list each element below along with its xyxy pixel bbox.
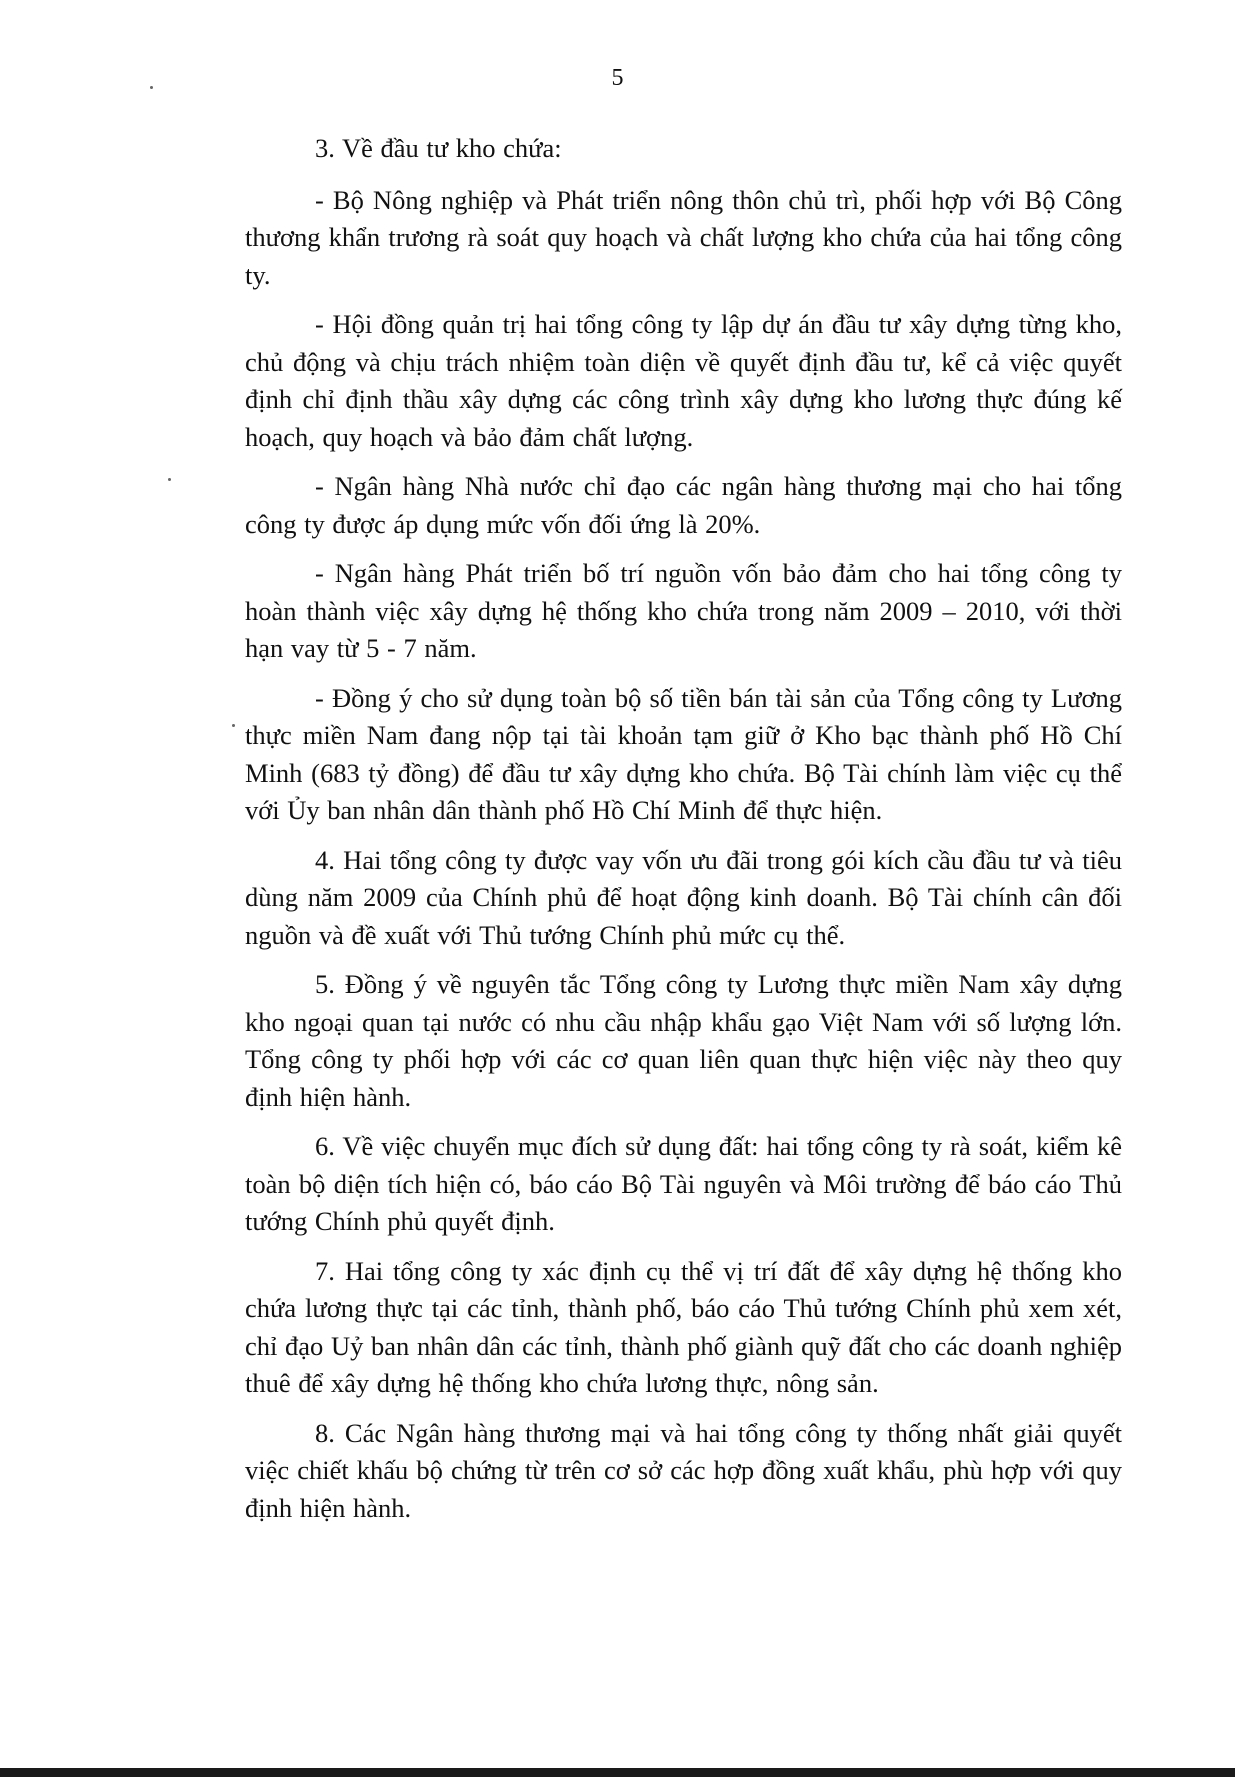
paragraph: 8. Các Ngân hàng thương mại và hai tổng công ty thống nhất giải quyết việc chiết khấu bộ chứng từ trên cơ sở các hợp đồng xuất khẩu, phù hợp với quy định hiện hành. bbox=[245, 1417, 1122, 1523]
scan-speck bbox=[150, 86, 153, 89]
page-number: 5 bbox=[611, 65, 624, 91]
bottom-border bbox=[0, 1768, 1235, 1777]
paragraph: - Bộ Nông nghiệp và Phát triển nông thôn chủ trì, phối hợp với Bộ Công thương khẩn trương rà soát quy hoạch và chất lượng kho chứa của hai tổng công ty. bbox=[245, 184, 1122, 290]
paragraph: - Đồng ý cho sử dụng toàn bộ số tiền bán tài sản của Tổng công ty Lương thực miền Nam đang nộp tại tài khoản tạm giữ ở Kho bạc thành phố Hồ Chí Minh (683 tỷ đồng) để đầu tư xây dựng kho chứa. Bộ Tài chính làm việc cụ thể với Ủy ban nhân dân thành phố Hồ Chí Minh để thực hiện. bbox=[245, 682, 1122, 825]
section-heading-3: 3. Về đầu tư kho chứa: bbox=[315, 133, 562, 163]
paragraph: - Ngân hàng Nhà nước chỉ đạo các ngân hàng thương mại cho hai tổng công ty được áp dụng mức vốn đối ứng là 20%. bbox=[245, 471, 1122, 539]
paragraph: 4. Hai tổng công ty được vay vốn ưu đãi trong gói kích cầu đầu tư và tiêu dùng năm 2009 của Chính phủ để hoạt động kinh doanh. Bộ Tài chính cân đối nguồn và đề xuất với Thủ tướng Chính phủ mức cụ thể. bbox=[245, 844, 1122, 950]
paragraph: - Ngân hàng Phát triển bố trí nguồn vốn bảo đảm cho hai tổng công ty hoàn thành việc xây dựng hệ thống kho chứa trong năm 2009 – 2010, với thời hạn vay từ 5 - 7 năm. bbox=[245, 558, 1122, 663]
scan-speck bbox=[168, 478, 171, 481]
paragraph: 6. Về việc chuyển mục đích sử dụng đất: hai tổng công ty rà soát, kiểm kê toàn bộ diện tích hiện có, báo cáo Bộ Tài nguyên và Môi trường để báo cáo Thủ tướng Chính phủ quyết định. bbox=[245, 1131, 1122, 1236]
scan-speck bbox=[232, 724, 235, 727]
paragraph: - Hội đồng quản trị hai tổng công ty lập dự án đầu tư xây dựng từng kho, chủ động và chịu trách nhiệm toàn diện về quyết định đầu tư, kể cả việc quyết định chỉ định thầu xây dựng các công trình xây dựng kho lương thực đúng kế hoạch, quy hoạch và bảo đảm chất lượng. bbox=[245, 309, 1122, 452]
document-body bbox=[245, 130, 1122, 1539]
paragraph: 7. Hai tổng công ty xác định cụ thể vị trí đất để xây dựng hệ thống kho chứa lương thực tại các tỉnh, thành phố, báo cáo Thủ tướng Chính phủ xem xét, chỉ đạo Uỷ ban nhân dân các tỉnh, thành phố giành quỹ đất cho các doanh nghiệp thuê để xây dựng hệ thống kho chứa lương thực, nông sản. bbox=[245, 1255, 1122, 1398]
paragraph: 5. Đồng ý về nguyên tắc Tổng công ty Lương thực miền Nam xây dựng kho ngoại quan tại nước có nhu cầu nhập khẩu gạo Việt Nam với số lượng lớn. Tổng công ty phối hợp với các cơ quan liên quan thực hiện việc này theo quy định hiện hành. bbox=[245, 969, 1122, 1112]
